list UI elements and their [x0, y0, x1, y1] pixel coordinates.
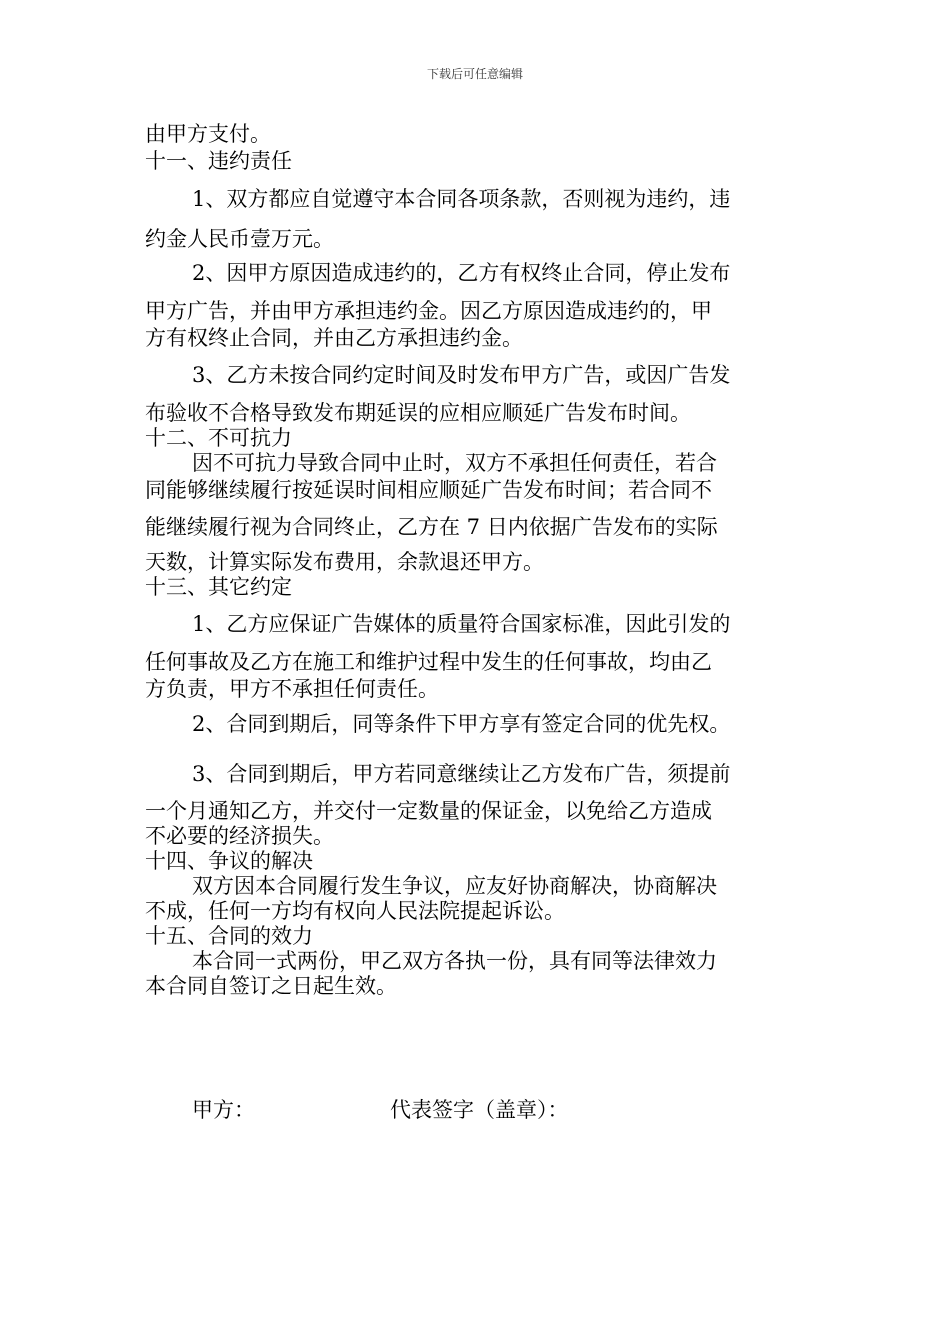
party-a-label: 甲方：: [192, 1098, 255, 1122]
text-line: 布验收不合格导致发布期延误的应相应顺延广告发布时间。: [145, 401, 691, 425]
text-line: 双方因本合同履行发生争议，应友好协商解决，协商解决: [192, 874, 717, 898]
text-line: 能继续履行视为合同终止，乙方在 7 日内依据广告发布的实际: [145, 515, 718, 539]
text-line: 同能够继续履行按延误时间相应顺延广告发布时间；若合同不: [145, 478, 712, 502]
text-line: 天数，计算实际发布费用，余款退还甲方。: [145, 550, 544, 574]
text-line: 1、乙方应保证广告媒体的质量符合国家标准，因此引发的: [192, 612, 731, 636]
text-line: 十一、违约责任: [145, 149, 292, 173]
text-line: 3、乙方未按合同约定时间及时发布甲方广告，或因广告发: [192, 363, 731, 387]
text-line: 约金人民币壹万元。: [145, 227, 334, 251]
text-line: 任何事故及乙方在施工和维护过程中发生的任何事故，均由乙: [145, 650, 712, 674]
text-line: 方负责，甲方不承担任何责任。: [145, 677, 439, 701]
representative-signature-label: 代表签字（盖章）：: [390, 1098, 569, 1122]
text-line: 因不可抗力导致合同中止时，双方不承担任何责任，若合: [192, 451, 717, 475]
text-line: 2、因甲方原因造成违约的，乙方有权终止合同，停止发布: [192, 261, 731, 285]
text-line: 十三、其它约定: [145, 575, 292, 599]
text-line: 本合同一式两份，甲乙双方各执一份，具有同等法律效力: [192, 949, 717, 973]
text-line: 2、合同到期后，同等条件下甲方享有签定合同的优先权。: [192, 712, 731, 736]
text-line: 十四、争议的解决: [145, 849, 313, 873]
text-line: 1、双方都应自觉遵守本合同各项条款，否则视为违约，违: [192, 187, 731, 211]
text-line: 不成，任何一方均有权向人民法院提起诉讼。: [145, 899, 565, 923]
page-header: 下载后可任意编辑: [426, 67, 523, 81]
text-line: 十二、不可抗力: [145, 426, 292, 450]
text-line: 由甲方支付。: [145, 122, 271, 146]
text-line: 甲方广告，并由甲方承担违约金。因乙方原因造成违约的，甲: [145, 299, 712, 323]
text-line: 3、合同到期后，甲方若同意继续让乙方发布广告，须提前: [192, 762, 731, 786]
text-line: 一个月通知乙方，并交付一定数量的保证金，以免给乙方造成: [145, 799, 712, 823]
text-line: 十五、合同的效力: [145, 924, 313, 948]
text-line: 不必要的经济损失。: [145, 824, 334, 848]
text-line: 本合同自签订之日起生效。: [145, 974, 397, 998]
text-line: 方有权终止合同，并由乙方承担违约金。: [145, 326, 523, 350]
